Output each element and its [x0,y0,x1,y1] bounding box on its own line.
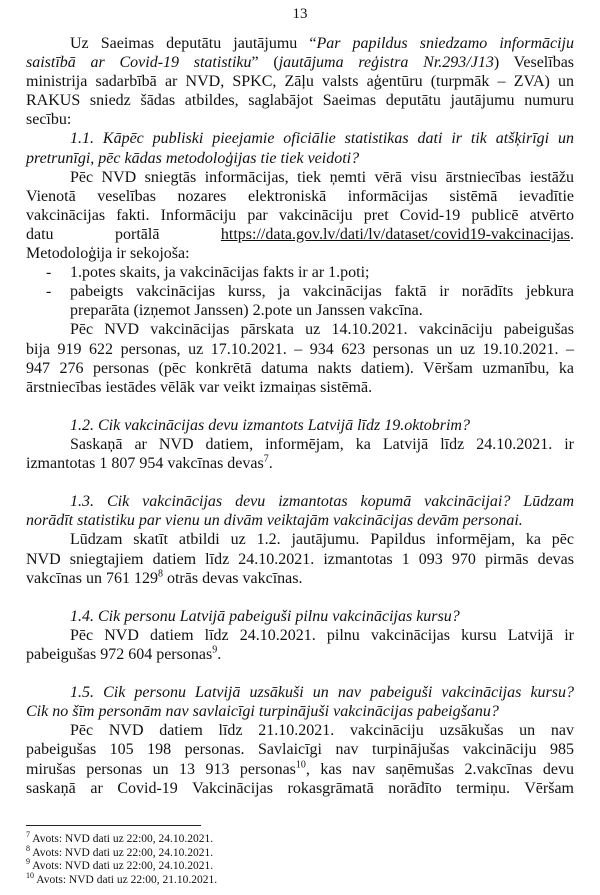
text-segment: secību: [26,111,72,129]
text-line [26,645,574,664]
paragraph [26,435,574,473]
text-line [26,721,574,740]
footnote-text: Avots: NVD dati uz 22:00, 24.10.2021. [30,833,214,845]
paragraph [26,34,574,129]
text-segment: . [268,455,273,473]
text-segment: bija 919 622 personas, uz 17.10.2021. – 934 623 personas un uz 19.10.2021. – [26,340,574,358]
question-block [26,683,574,721]
footnote-ref: 10 [295,759,306,771]
document-body [26,34,574,798]
text-segment: ” ( [251,54,279,72]
text-segment: Cik no šīm personām nav savlaicīgi turpinājuši vakcinācijas pabeigšanu? [26,703,499,721]
text-segment: vakcinācijas fakti. Informāciju par vakcināciju pret Covid-19 publicē atvērto [26,206,574,224]
text-line [26,550,574,569]
italic-text: Par papildus sniedzamo informāciju [316,35,575,52]
text-segment: ministrija sadarbībā ar NVD, SPKC, Zāļu valsts aģentūru (turpmāk – ZVA) un [26,73,574,91]
footnote-ref: 7 [263,453,269,465]
question-block [26,607,574,626]
text-line [26,149,574,168]
text-line [26,378,574,397]
text-segment: Uz Saeimas deputātu jautājumu “ [70,35,317,52]
footnote-number: 8 [26,843,30,853]
text-line [26,34,574,53]
text-line [26,263,574,282]
text-line [26,340,574,359]
text-segment: 1.3. Cik vakcinācijas devu izmantotas kopumā vakcinācijai? Lūdzam [70,493,574,511]
bullet-item [26,282,574,320]
text-segment: pabeigts vakcinācijas kurss, ja vakcinācijas faktā ir norādīts jebkura [70,283,574,301]
text-segment: vakcīnas un 761 129 [26,569,158,587]
text-segment: . [570,225,574,243]
question-block [26,492,574,530]
text-segment: ārstniecības iestādes vēlāk var veikt izmaiņas sistēmā. [26,378,373,396]
footnote-number: 7 [26,830,30,840]
footnote-text: Avots: NVD dati uz 22:00, 24.10.2021. [30,846,214,859]
text-segment: RAKUS sniedz šādas atbildes, saglabājot Saeimas deputātu jautājumu numuru [26,92,574,110]
bullet-item [26,263,574,282]
text-line [26,244,574,263]
italic-text: saistībā ar Covid-19 statistiku [26,54,252,72]
footnote-divider [26,825,201,826]
footnote [26,830,217,847]
text-line [26,530,574,549]
italic-text: jautājuma reģistra Nr.293/J13 [278,54,494,72]
text-line [26,301,574,320]
text-line [26,435,574,454]
footnotes [26,830,218,887]
text-line [26,206,574,225]
text-segment: . [217,646,222,663]
text-segment: 1.1. Kāpēc publiski pieejamie oficiālie statistikas dati ir tik atšķirīgi un [70,130,574,148]
text-segment: datu portālā [26,225,221,243]
bullet-dash: - [46,283,52,301]
text-line [26,168,574,187]
paragraph [26,320,574,396]
text-line [26,511,574,530]
text-segment: preparāta (izņemot Janssen) 2.pote un Janssen vakcīna. [70,302,423,320]
paragraph [26,168,574,263]
dataset-link[interactable]: https://data.gov.lv/dati/lv/dataset/covid19-vakcinacijas [220,225,570,243]
text-line [26,607,574,626]
paragraph [26,721,574,797]
text-segment: Vienotā veselības nozares elektroniskā informācijas sistēmā ievadītie [26,187,574,205]
footnote [26,857,217,874]
text-line [26,626,574,645]
text-segment: saskaņā ar Covid-19 Vakcinācijas rokasgrāmatā norādīto termiņu. Vēršam [26,779,574,797]
text-segment: norādīt statistiku par vienu un divām veiktajām vakcinācijas devām personai. [26,512,523,530]
footnote [26,843,217,861]
text-segment: 1.2. Cik vakcinācijas devu izmantots Latvijā līdz 19.oktobrim? [70,416,470,434]
footnote-ref: 8 [157,568,163,580]
question-block [26,129,574,167]
footnote-text: Avots: NVD dati uz 22:00, 24.10.2021. [30,860,214,872]
paragraph [26,530,574,587]
page-number: 13 [292,6,308,22]
text-segment: 947 276 personas (pēc konkrētā datuma nakts datiem). Vēršam uzmanību, ka [26,359,574,377]
text-line [26,702,574,721]
text-segment: izmantotas 1 807 954 vakcīnas devas [26,455,264,473]
text-line [26,72,574,91]
text-line [26,53,574,72]
text-segment: pabeigušas 105 198 personas. Savlaicīgi nav turpinājušas vakcināciju 985 [26,741,574,759]
footnote-number: 9 [26,857,30,867]
footnote [26,870,218,888]
text-segment: Pēc NVD datiem līdz 24.10.2021. pilnu vakcinācijas kursu Latvijā ir [70,626,574,644]
text-line [26,454,574,473]
text-segment: Pēc NVD vakcinācijas pārskata uz 14.10.2021. vakcināciju pabeigušas [70,321,574,339]
text-line [26,569,574,588]
text-segment: otrās devas vakcīnas. [162,569,303,587]
text-segment: , kas nav saņēmušas 2.vakcīnas devu [305,760,575,778]
text-line [26,282,574,301]
text-segment: Lūdzam skatīt atbildi uz 1.2. jautājumu. Papildus informējam, ka pēc [70,531,574,549]
text-line [26,129,574,148]
text-segment: pretrunīgi, pēc kādas metodoloģijas tie tiek veidoti? [26,149,360,167]
text-line [26,359,574,378]
text-segment: Metodoloģija ir sekojoša: [26,245,190,263]
text-line [26,225,574,244]
text-line [26,320,574,339]
question-block [26,416,574,435]
text-segment: Pēc NVD datiem līdz 21.10.2021. vakcināciju uzsākušas un nav [70,722,574,740]
text-line [26,91,574,110]
text-line [26,779,574,798]
text-segment: ) Veselības [493,54,575,72]
text-segment: Pēc NVD sniegtās informācijas, tiek ņemti vērā visu ārstniecības iestāžu [70,168,574,186]
paragraph [26,626,574,664]
bullet-dash: - [46,264,52,282]
text-segment: pabeigušas 972 604 personas [26,646,213,663]
footnote-text: Avots: NVD dati uz 22:00, 21.10.2021. [34,873,218,886]
text-segment: NVD sniegtajiem datiem līdz 24.10.2021. izmantotas 1 093 970 pirmās devas [26,550,574,568]
footnote-number: 10 [26,870,34,880]
text-line [26,492,574,511]
footnote-ref: 9 [212,644,218,656]
text-line [26,416,574,435]
text-line [26,740,574,759]
text-line [26,683,574,702]
text-line [26,187,574,206]
text-segment: Saskaņā ar NVD datiem, informējam, ka Latvijā līdz 24.10.2021. ir [70,435,574,453]
text-segment: 1.4. Cik personu Latvijā pabeiguši pilnu vakcinācijas kursu? [70,607,460,625]
text-segment: 1.potes skaits, ja vakcinācijas fakts ir ar 1.poti; [70,264,370,282]
text-line [26,110,574,129]
text-segment: 1.5. Cik personu Latvijā uzsākuši un nav pabeiguši vakcinācijas kursu? [70,684,574,702]
text-segment: mirušas personas un 13 913 personas [26,760,296,778]
text-line [26,760,574,779]
